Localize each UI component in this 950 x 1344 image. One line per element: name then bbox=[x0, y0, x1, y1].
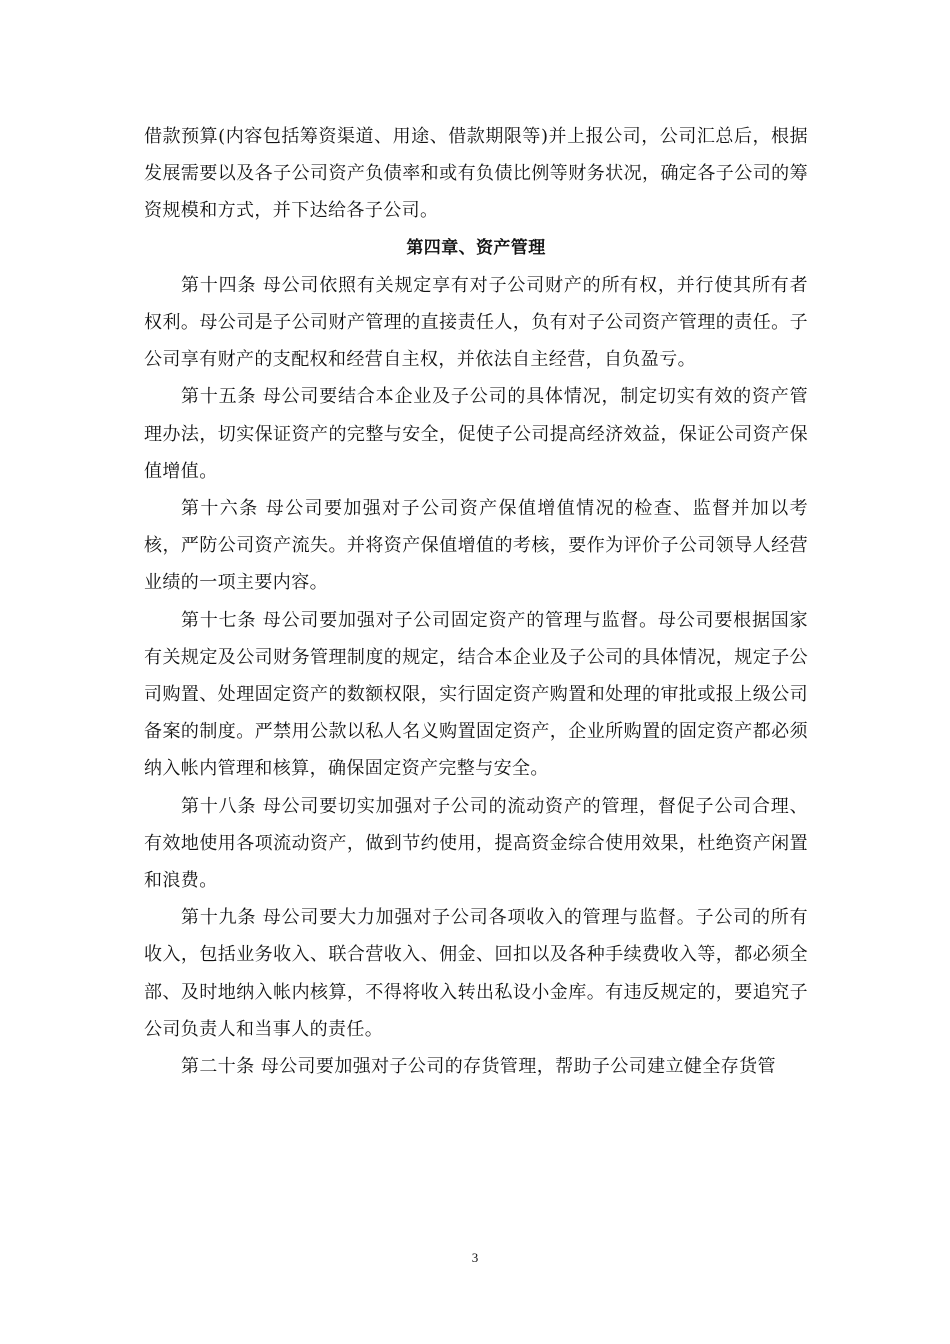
article-14: 第十四条 母公司依照有关规定享有对子公司财产的所有权，并行使其所有者权利。母公司是子公司财产管理的直接责任人，负有对子公司资产管理的责任。子公司享有财产的支配权和经营自主权，并依法自主经营，自负盈亏。 bbox=[144, 274, 808, 371]
article-16: 第十六条 母公司要加强对子公司资产保值增值情况的检查、监督并加以考核，严防公司资产流失。并将资产保值增值的考核，要作为评价子公司领导人经营业绩的一项主要内容。 bbox=[144, 498, 808, 594]
document-body bbox=[144, 118, 808, 1085]
page-number: 3 bbox=[471, 1250, 479, 1265]
chapter-heading: 第四章、资产管理 bbox=[406, 237, 546, 258]
article-17: 第十七条 母公司要加强对子公司固定资产的管理与监督。母公司要根据国家有关规定及公司财务管理制度的规定，结合本企业及子公司的具体情况，规定子公司购置、处理固定资产的数额权限，实行固定资产购置和处理的审批或报上级公司备案的制度。严禁用公款以私人名义购置固定资产，企业所购置的固定资产都必须纳入帐内管理和核算，确保固定资产完整与安全。 bbox=[144, 609, 808, 780]
opening-paragraph: 借款预算(内容包括筹资渠道、用途、借款期限等)并上报公司，公司汇总后，根据发展需要以及各子公司资产负债率和或有负债比例等财务状况，确定各子公司的筹资规模和方式，并下达给各子公司。 bbox=[144, 126, 808, 222]
article-20: 第二十条 母公司要加强对子公司的存货管理，帮助子公司建立健全存货管 bbox=[181, 1056, 776, 1078]
article-15: 第十五条 母公司要结合本企业及子公司的具体情况，制定切实有效的资产管理办法，切实保证资产的完整与安全，促使子公司提高经济效益，保证公司资产保值增值。 bbox=[144, 386, 808, 482]
article-18: 第十八条 母公司要切实加强对子公司的流动资产的管理，督促子公司合理、有效地使用各项流动资产，做到节约使用，提高资金综合使用效果，杜绝资产闲置和浪费。 bbox=[144, 795, 808, 892]
article-19: 第十九条 母公司要大力加强对子公司各项收入的管理与监督。子公司的所有收入，包括业务收入、联合营收入、佣金、回扣以及各种手续费收入等，都必须全部、及时地纳入帐内核算，不得将收入转出私设小金库。有违反规定的，要追究子公司负责人和当事人的责任。 bbox=[144, 907, 808, 1040]
